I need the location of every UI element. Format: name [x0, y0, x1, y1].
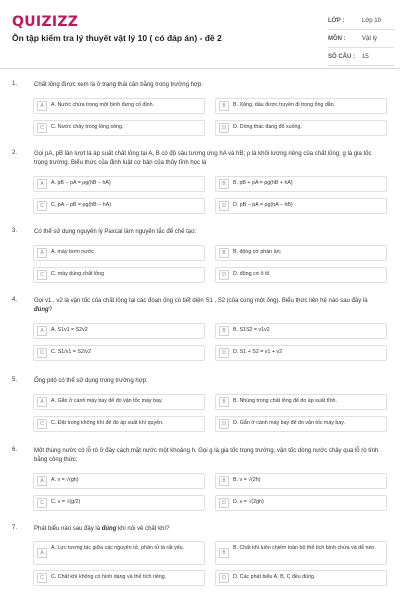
question-text-part: Phát biểu nào sau đây là: [34, 526, 102, 532]
option-a[interactable]: [33, 98, 205, 114]
option-a[interactable]: [33, 394, 205, 410]
option-text: C. Chất khí không có hình dạng và thể tích riêng.: [51, 574, 167, 580]
option-text: A. Nước chứa trong một bình đựng cố định.: [51, 102, 155, 108]
option-text: D. Dòng thác đang đổ xuống.: [233, 124, 302, 130]
option-letter: A: [37, 248, 47, 258]
option-letter: C: [37, 573, 47, 583]
worksheet-title: Ôn tập kiểm tra lý thuyết vật lý 10 ( có đáp án) - đề 2: [12, 33, 222, 43]
option-letter: B: [219, 179, 229, 189]
option-letter: C: [37, 419, 47, 429]
option-text: C. Đặt trong không khí để đo áp suất khí quyển.: [51, 420, 164, 426]
option-d[interactable]: [215, 570, 387, 586]
option-b[interactable]: [215, 98, 387, 114]
option-c[interactable]: [33, 570, 205, 586]
option-text: C. Nước chảy trong lòng sông.: [51, 124, 124, 130]
option-a[interactable]: [33, 541, 205, 565]
option-text: C. máy dùng chất lỏng: [51, 271, 104, 277]
option-letter: A: [37, 179, 47, 189]
meta-label: MÔN :: [328, 35, 346, 42]
option-text: A. S1v1 = S2v2: [51, 327, 88, 333]
option-b[interactable]: [215, 245, 387, 261]
option-text: B. Nhúng trong chất lỏng để đo áp suất tĩnh.: [233, 398, 337, 404]
option-letter: C: [37, 348, 47, 358]
worksheet-header: [0, 0, 400, 69]
option-letter: C: [37, 123, 47, 133]
emphasis-text: đúng: [34, 306, 49, 313]
option-c[interactable]: [33, 416, 205, 432]
option-c[interactable]: [33, 120, 205, 136]
option-a[interactable]: [33, 473, 205, 489]
option-text: D. động cơ ô tô: [233, 271, 270, 277]
question-number: 6.: [12, 447, 18, 453]
option-text: B. v = √(2h): [233, 477, 261, 483]
option-letter: B: [219, 548, 229, 558]
option-letter: B: [219, 326, 229, 336]
question-text: Có thể sử dụng nguyên lý Paxcal làm nguyên tắc để chế tạo:: [34, 229, 197, 235]
option-text: D. pB − pA = ρg(hA − hB): [233, 202, 293, 208]
option-text: B. pB + pA = ρg(hB + hA): [233, 180, 293, 186]
question-text: Gọi pA, pB lần lượt là áp suất chất lỏng tại A, B có độ sâu tương ứng hA và hB; ρ là khối lượng riêng của chất lỏng; g là gia tốc trọng trường. Biểu thức của định luật cơ bản của thủy tĩnh học là: [34, 151, 372, 166]
option-b[interactable]: [215, 541, 387, 565]
question-text: [34, 297, 384, 314]
worksheet-meta: [328, 12, 394, 66]
option-text: D. Các phát biểu A, B, C đều đúng.: [233, 574, 316, 580]
quizizz-logo: QUIZIZZ: [12, 14, 79, 30]
option-b[interactable]: [215, 176, 387, 192]
option-c[interactable]: [33, 495, 205, 511]
option-a[interactable]: [33, 323, 205, 339]
meta-value: Vật lý: [362, 35, 378, 42]
option-c[interactable]: [33, 345, 205, 361]
option-letter: B: [219, 101, 229, 111]
option-text: D. v = √(2gh): [233, 499, 264, 505]
option-letter: C: [37, 270, 47, 280]
option-letter: D: [219, 573, 229, 583]
meta-label: SỐ CÂU :: [328, 53, 355, 60]
option-text: B. Xăng, dầu được truyền đi trong ống dẫn.: [233, 102, 336, 108]
option-text: B. S1S2 = v1v2: [233, 327, 270, 333]
option-letter: D: [219, 270, 229, 280]
question-number: 2.: [12, 150, 18, 156]
question-text-part: ?: [48, 306, 53, 313]
option-a[interactable]: [33, 176, 205, 192]
option-letter: B: [219, 476, 229, 486]
meta-value: Lớp 10: [362, 17, 381, 24]
meta-value: 15: [362, 53, 369, 60]
question-text: [34, 525, 384, 534]
option-d[interactable]: [215, 345, 387, 361]
option-text: A. máy bơm nước: [51, 249, 94, 255]
question-number: 1.: [12, 81, 18, 87]
option-a[interactable]: [33, 245, 205, 261]
question-text: Một thùng nước có lỗ rò ở đáy cách mặt nước một khoảng h. Gọi g là gia tốc trọng trường, vận tốc dòng nước chảy qua lỗ rò tính bằng công thức:: [34, 448, 379, 463]
option-letter: A: [37, 397, 47, 407]
option-c[interactable]: [33, 198, 205, 214]
option-letter: D: [219, 348, 229, 358]
meta-row-subject: [328, 30, 394, 48]
question-text-part: Gọi v1 , v2 là vận tốc của chất lỏng tại các đoạn ống có tiết diện S1 , S2 (của cùng một ống). Biểu thức liên hệ nào sau đây là: [34, 298, 368, 304]
option-text: A. Lực tương tác giữa các nguyên tử, phân tử là rất yếu.: [51, 545, 185, 551]
meta-row-class: [328, 12, 394, 30]
option-letter: C: [37, 201, 47, 211]
meta-label: LỚP :: [328, 17, 345, 24]
option-letter: A: [37, 476, 47, 486]
option-b[interactable]: [215, 394, 387, 410]
option-text: D. Gắn ở cánh máy bay để đo vận tốc máy bay.: [233, 420, 346, 426]
question-number: 3.: [12, 228, 18, 234]
option-letter: D: [219, 419, 229, 429]
option-letter: D: [219, 201, 229, 211]
option-text: B. động cơ phản lực: [233, 249, 281, 255]
option-text: B. Chất khí luôn chiếm toàn bộ thể tích bình chứa và dễ nén.: [233, 545, 376, 551]
option-letter: B: [219, 248, 229, 258]
option-letter: A: [37, 548, 47, 558]
option-d[interactable]: [215, 495, 387, 511]
option-letter: D: [219, 123, 229, 133]
emphasis-text: đúng: [101, 526, 117, 532]
question-number: 7.: [12, 525, 18, 531]
question-text: Ống pitô có thể sử dụng trong trường hợp:: [34, 378, 148, 384]
question-number: 4.: [12, 297, 18, 303]
option-text: C. S1/v1 = S2/v2: [51, 349, 91, 355]
option-letter: D: [219, 498, 229, 508]
option-d[interactable]: [215, 120, 387, 136]
option-text: A. v = √(gh): [51, 477, 79, 483]
option-text: C. pA − pB = ρg(hB − hA): [51, 202, 111, 208]
option-letter: A: [37, 101, 47, 111]
option-c[interactable]: [33, 267, 205, 283]
question-text-part: khi nói về chất khí?: [116, 526, 170, 532]
question-number: 5.: [12, 377, 18, 383]
option-d[interactable]: [215, 416, 387, 432]
option-text: D. S1 + S2 = v1 + v2: [233, 349, 283, 355]
meta-row-count: [328, 48, 394, 66]
option-d[interactable]: [215, 267, 387, 283]
option-b[interactable]: [215, 323, 387, 339]
option-d[interactable]: [215, 198, 387, 214]
option-text: A. pB − pA = ρg(hB − hA): [51, 180, 111, 186]
question-text: Chất lỏng được xem là ở trạng thái cân bằng trong trường hợp:: [34, 82, 203, 88]
option-letter: B: [219, 397, 229, 407]
option-text: C. v = √(g/2): [51, 499, 81, 505]
option-text: A. Gắn ở cánh máy bay để đo vận tốc máy bay.: [51, 398, 163, 404]
option-letter: A: [37, 326, 47, 336]
option-letter: C: [37, 498, 47, 508]
option-b[interactable]: [215, 473, 387, 489]
